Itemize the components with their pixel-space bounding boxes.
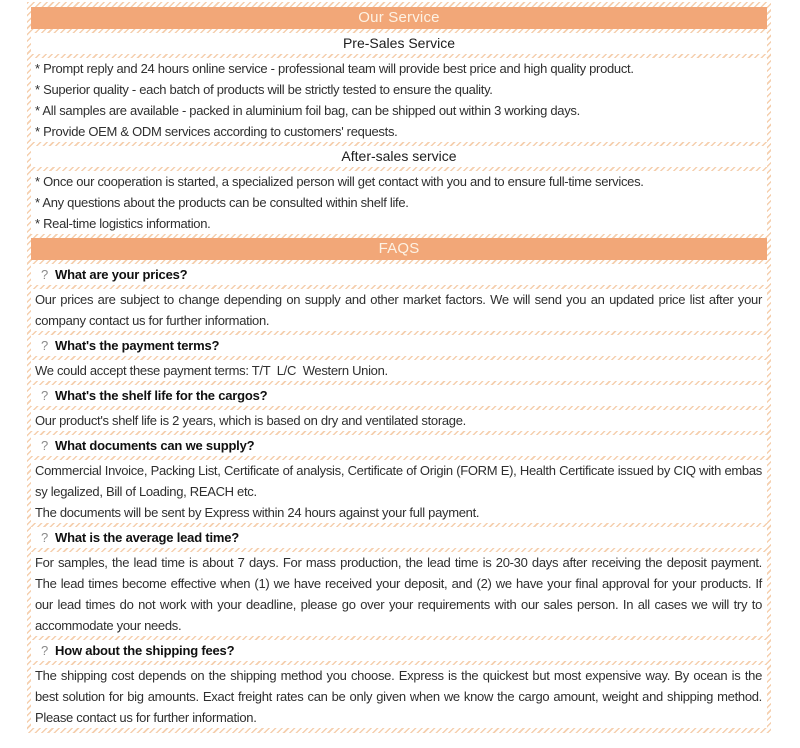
question-mark: ? bbox=[41, 267, 49, 282]
faq-answer-text: Commercial Invoice, Packing List, Certificate of analysis, Certificate of Origin (FORM E), Health Certificate issued by CIQ with embassy legalized, Bill of Loading, REACH etc. bbox=[35, 463, 762, 499]
our-service-title: Our Service bbox=[358, 9, 440, 26]
faq-answer bbox=[31, 665, 767, 728]
question-mark: ? bbox=[41, 643, 49, 658]
faq-answer bbox=[31, 360, 767, 381]
faq-answer-text: For samples, the lead time is about 7 days. For mass production, the lead time is 20-30 days after receiving the deposit payment. The lead times become effective when (1) we have received your deposit, and (2) we have your final approval for your products. If our lead times do not work with your deadline, please go over your requirements with our sales person. In all cases we will try to accommodate your needs. bbox=[35, 555, 762, 633]
faq-question bbox=[31, 385, 767, 406]
faqs-title: FAQS bbox=[378, 240, 420, 257]
service-bullet: * Prompt reply and 24 hours online service - professional team will provide best price and high quality product. bbox=[35, 61, 634, 76]
faq-question bbox=[31, 335, 767, 356]
faq-question-text: What documents can we supply? bbox=[55, 438, 255, 453]
service-faq-panel bbox=[27, 2, 771, 733]
service-bullet: * Provide OEM & ODM services according to customers' requests. bbox=[35, 124, 398, 139]
question-mark: ? bbox=[41, 530, 49, 545]
faq-answer bbox=[31, 289, 767, 331]
aftersales-heading-label: After-sales service bbox=[341, 148, 457, 164]
faq-question bbox=[31, 527, 767, 548]
faq-answer-text: Our product's shelf life is 2 years, which is based on dry and ventilated storage. bbox=[35, 413, 466, 428]
presales-heading-label: Pre-Sales Service bbox=[342, 35, 456, 51]
faq-answer bbox=[31, 460, 767, 523]
presales-bullet-list bbox=[31, 58, 767, 142]
question-mark: ? bbox=[41, 388, 49, 403]
aftersales-heading bbox=[31, 146, 767, 167]
service-bullet: * Once our cooperation is started, a specialized person will get contact with you and to ensure full-time services. bbox=[35, 174, 644, 189]
faq-answer-text: We could accept these payment terms: T/T L/C Western Union. bbox=[35, 363, 388, 378]
question-mark: ? bbox=[41, 338, 49, 353]
service-bullet: * Superior quality - each batch of products will be strictly tested to ensure the quality. bbox=[35, 82, 493, 97]
faqs-header bbox=[31, 238, 767, 260]
faq-answer-text: The shipping cost depends on the shipping method you choose. Express is the quickest but most expensive way. By ocean is the best solution for big amounts. Exact freight rates can be only given when we know the cargo amount, weight and shipping method. Please contact us for further information. bbox=[35, 668, 762, 725]
faq-question-text: What's the shelf life for the cargos? bbox=[55, 388, 268, 403]
service-bullet: * Any questions about the products can be consulted within shelf life. bbox=[35, 195, 409, 210]
faq-question-text: What are your prices? bbox=[55, 267, 188, 282]
faq-question bbox=[31, 264, 767, 285]
faq-answer-text: Our prices are subject to change depending on supply and other market factors. We will send you an updated price list after your company contact us for further information. bbox=[35, 292, 762, 328]
faq-question bbox=[31, 640, 767, 661]
faq-question-text: How about the shipping fees? bbox=[55, 643, 235, 658]
service-bullet: * All samples are available - packed in aluminium foil bag, can be shipped out within 3 working days. bbox=[35, 103, 580, 118]
faq-answer bbox=[31, 552, 767, 636]
faq-question-text: What is the average lead time? bbox=[55, 530, 240, 545]
presales-heading bbox=[31, 33, 767, 54]
question-mark: ? bbox=[41, 438, 49, 453]
service-bullet: * Real-time logistics information. bbox=[35, 216, 211, 231]
faq-answer-text: The documents will be sent by Express within 24 hours against your full payment. bbox=[35, 505, 480, 520]
faq-question-text: What's the payment terms? bbox=[55, 338, 220, 353]
aftersales-bullet-list bbox=[31, 171, 767, 234]
faq-question bbox=[31, 435, 767, 456]
our-service-header bbox=[31, 7, 767, 29]
faq-answer bbox=[31, 410, 767, 431]
